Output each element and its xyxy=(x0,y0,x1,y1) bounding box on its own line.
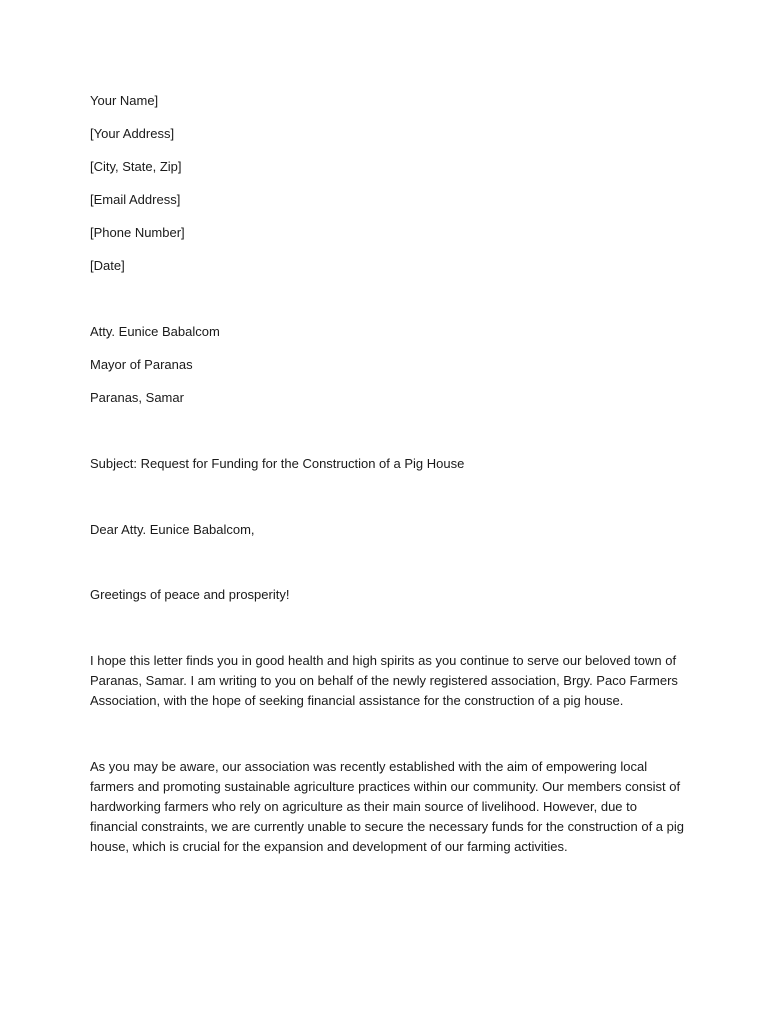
recipient-title: Mayor of Paranas xyxy=(90,357,193,372)
subject-line: Subject: Request for Funding for the Construction of a Pig House xyxy=(90,456,465,471)
recipient-location: Paranas, Samar xyxy=(90,390,184,405)
paragraph-line: As you may be aware, our association was recently established with the aim of empowering local xyxy=(90,759,648,774)
salutation: Dear Atty. Eunice Babalcom, xyxy=(90,522,255,537)
sender-city-state-zip: [City, State, Zip] xyxy=(90,159,182,174)
paragraph-line: financial constraints, we are currently unable to secure the necessary funds for the construction of a pig xyxy=(90,819,684,834)
recipient-name: Atty. Eunice Babalcom xyxy=(90,324,220,339)
paragraph-line: I hope this letter finds you in good health and high spirits as you continue to serve our beloved town of xyxy=(90,653,677,668)
paragraph-line: hardworking farmers who rely on agriculture as their main source of livelihood. However, due to xyxy=(90,799,637,814)
body-paragraph-2 xyxy=(90,757,690,857)
paragraph-line: house, which is crucial for the expansion and development of our farming activities. xyxy=(90,839,568,854)
sender-email: [Email Address] xyxy=(90,192,181,207)
sender-address: [Your Address] xyxy=(90,126,175,141)
sender-phone: [Phone Number] xyxy=(90,225,185,240)
paragraph-line: Association, with the hope of seeking financial assistance for the construction of a pig house. xyxy=(90,693,624,708)
letter-date: [Date] xyxy=(90,258,125,273)
greeting: Greetings of peace and prosperity! xyxy=(90,587,290,602)
paragraph-line: Paranas, Samar. I am writing to you on behalf of the newly registered association, Brgy. Paco Farmers xyxy=(90,673,678,688)
paragraph-line: farmers and promoting sustainable agriculture practices within our community. Our members consist of xyxy=(90,779,681,794)
body-paragraph-1 xyxy=(90,651,690,711)
sender-name: Your Name] xyxy=(90,93,159,108)
